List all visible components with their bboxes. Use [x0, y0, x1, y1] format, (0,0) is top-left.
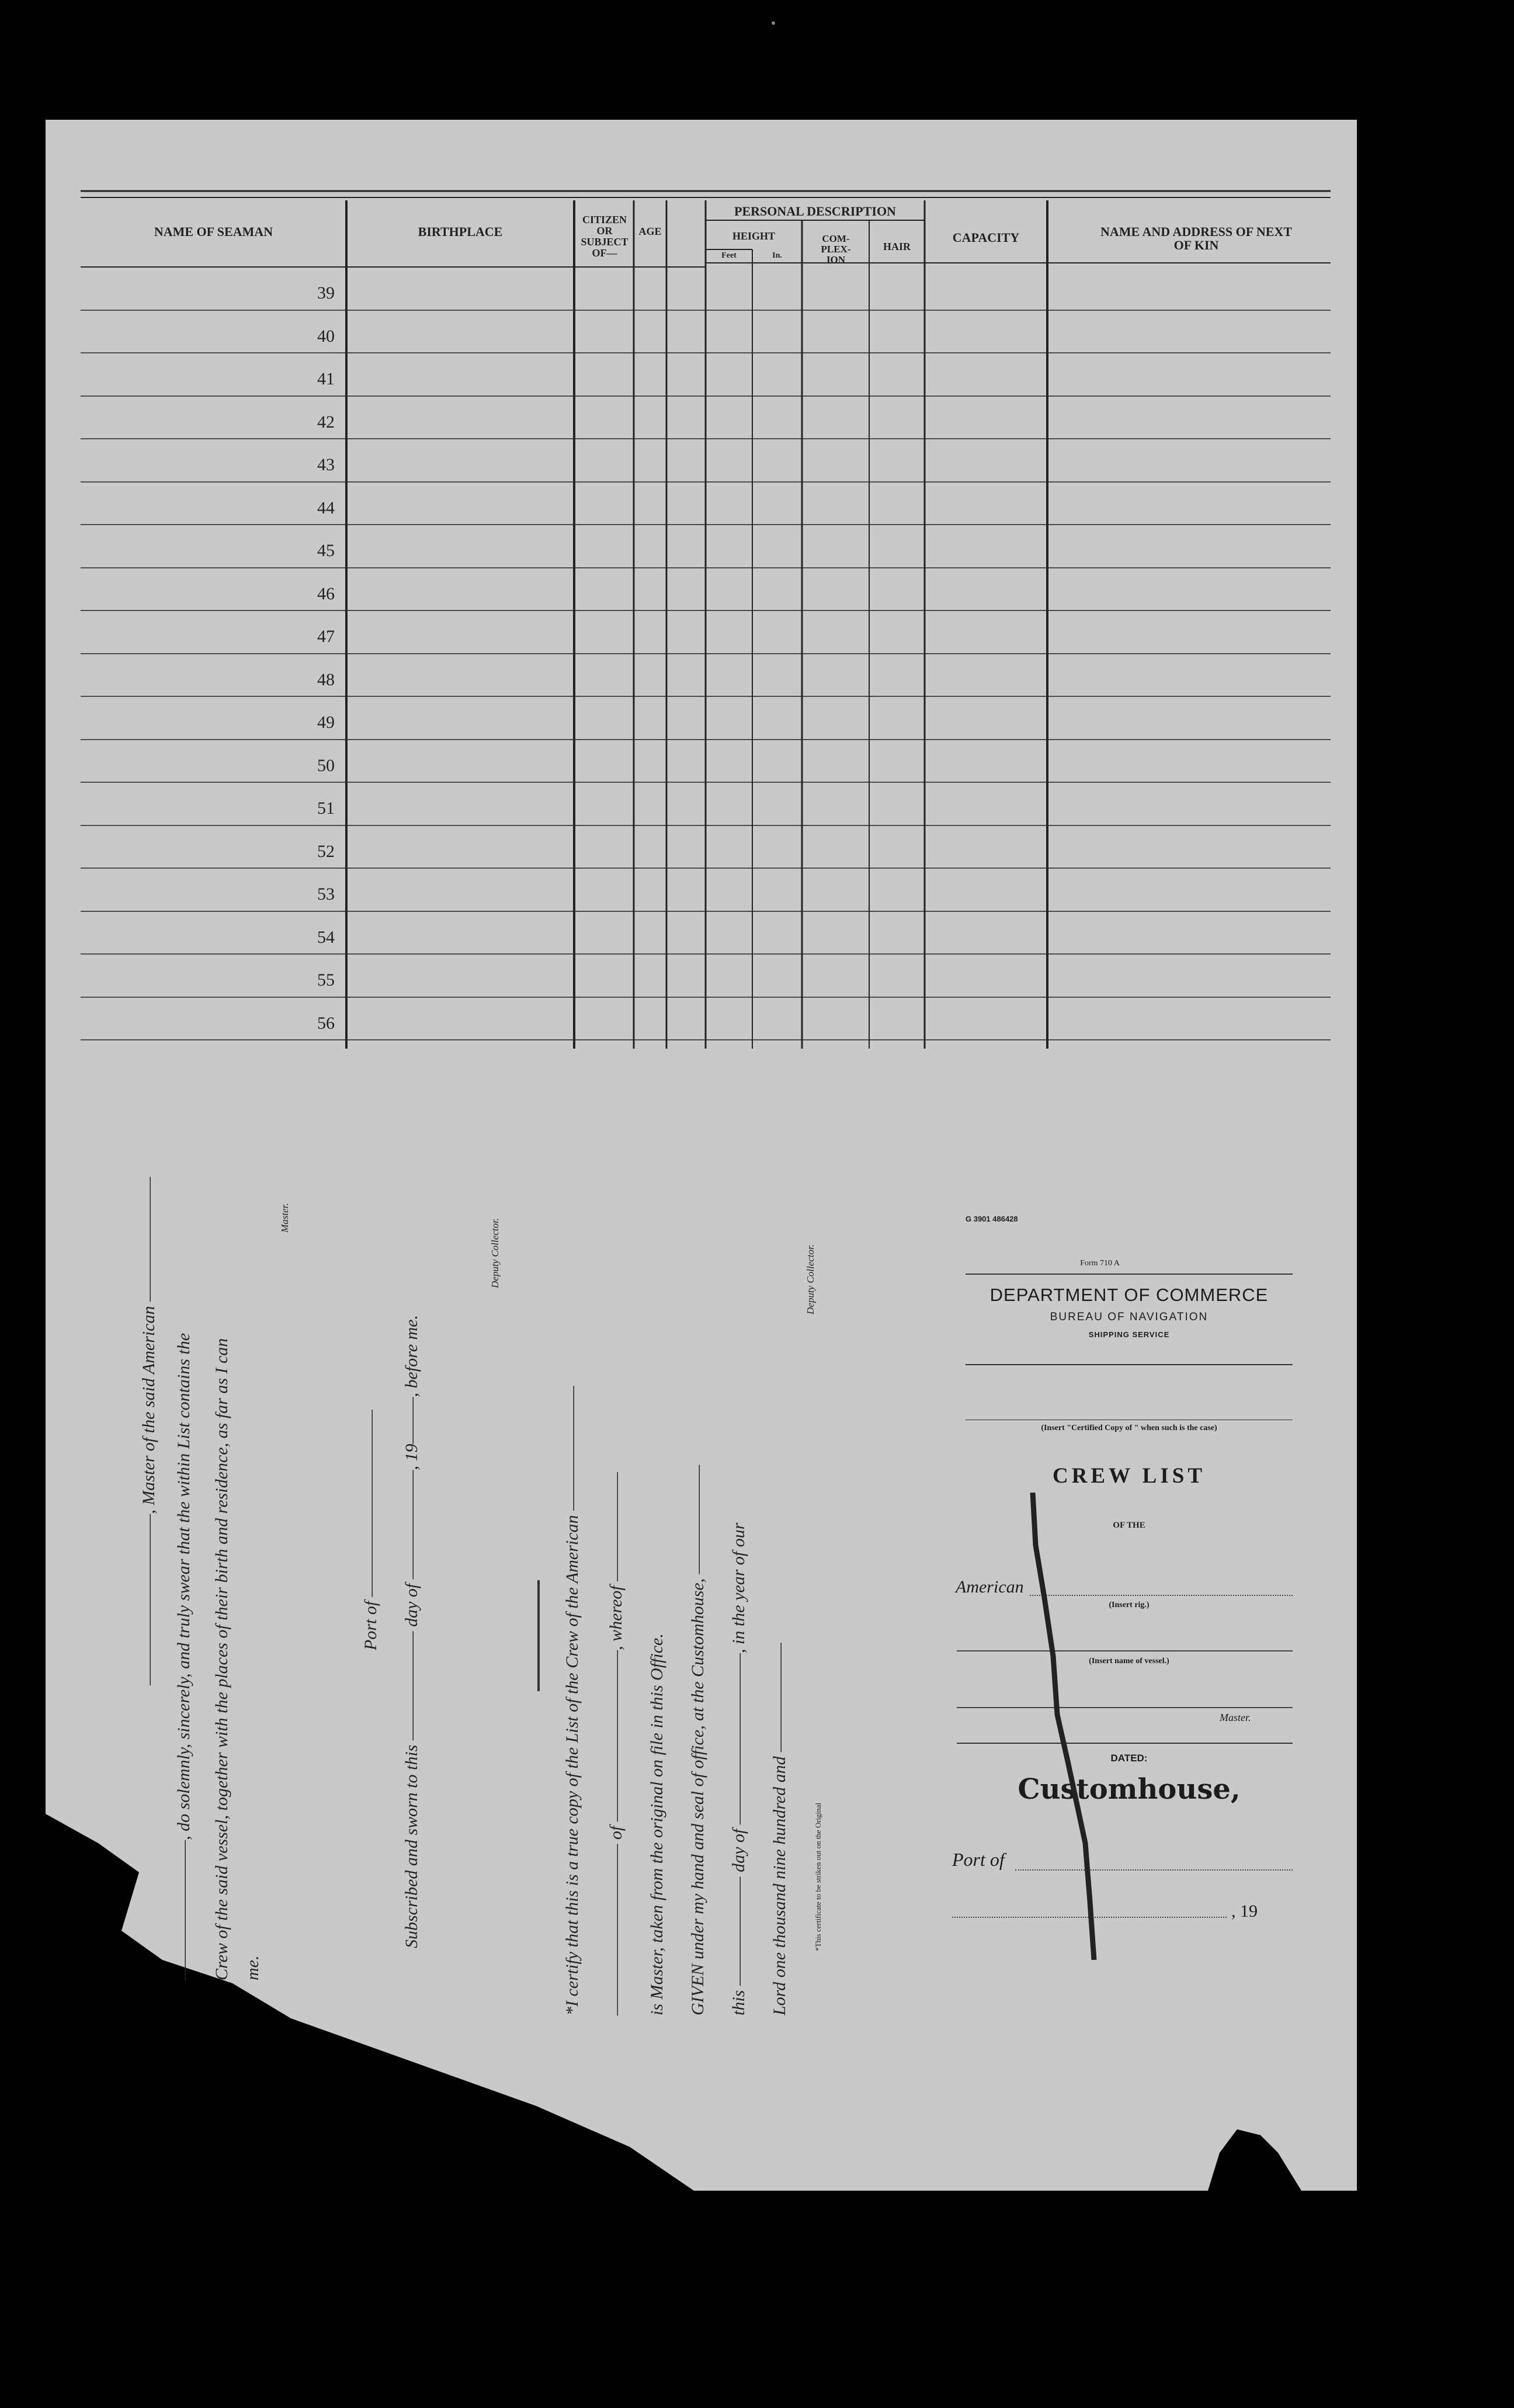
row-number: 46 [317, 584, 335, 603]
rule [957, 1743, 1293, 1744]
row-number: 39 [317, 283, 335, 303]
row-number: 41 [317, 369, 335, 388]
form-code: G 3901 486428 [966, 1215, 1018, 1223]
american-label: American [956, 1577, 1024, 1597]
certificate-line-3: is Master, taken from the original on file in this Office. [647, 1633, 666, 2015]
row-number: 52 [317, 842, 335, 861]
header-name-of-seaman: NAME OF SEAMAN [154, 224, 273, 239]
subscribed-line: Subscribed and sworn to this ——————— day of ———————, 19———, before me. [402, 1315, 421, 1948]
header-age: AGE [638, 225, 662, 237]
paper-crease [1009, 1493, 1097, 1960]
header-citizen: CITIZEN OR SUBJECT OF— [581, 214, 628, 259]
row-number: 54 [317, 928, 335, 947]
service-title: SHIPPING SERVICE [1088, 1330, 1170, 1339]
deputy-collector-label-2: Deputy Collector. [805, 1244, 816, 1314]
master-line [957, 1707, 1293, 1708]
oath-line-3: Crew of the said vessel, together with the places of their birth and residence, as far as I can [212, 1338, 231, 1980]
deputy-collector-label-1: Deputy Collector. [489, 1218, 501, 1288]
port-of-line: Port of ———————————— [361, 1410, 380, 1650]
vessel-line [957, 1650, 1293, 1651]
oath-line-4: me. [243, 1955, 262, 1980]
oath-line-2: —————————, do solemnly, sincerely, and truly swear that the within List contains the [174, 1333, 193, 1980]
certificate-line-4: GIVEN under my hand and seal of office, at the Customhouse, ——————— [688, 1465, 707, 2015]
certificate-line-1: *I certify that this is a true copy of the List of the Crew of the American ———————— [562, 1386, 582, 2015]
customhouse-label: Customhouse, [1018, 1773, 1241, 1806]
header-hair-label: HAIR [883, 241, 911, 252]
document-page [46, 120, 1357, 2191]
row-number: 50 [317, 756, 335, 775]
row-number: 47 [317, 627, 335, 646]
insert-vessel-note: (Insert name of vessel.) [1089, 1657, 1169, 1666]
row-number: 49 [317, 713, 335, 732]
header-height: HEIGHT [732, 230, 776, 242]
row-number: 45 [317, 541, 335, 560]
of-the-label: OF THE [1113, 1521, 1145, 1530]
header-personal-description: PERSONAL DESCRIPTION [734, 204, 896, 218]
oath-line-1: ———————————, Master of the said American ———————— [139, 1177, 158, 1685]
insert-note: (Insert "Certified Copy of " when such is the case) [1041, 1424, 1217, 1432]
certificate-footnote: *This certificate to be striken out on the Original [814, 1802, 822, 1951]
master-signature-label: Master. [279, 1203, 290, 1233]
top-mark: • [770, 16, 777, 30]
certificate-line-6: Lord one thousand nine hundred and ——————— [770, 1643, 789, 2015]
rule [966, 1364, 1293, 1365]
row-number: 55 [317, 970, 335, 990]
row-number: 56 [317, 1014, 335, 1033]
row-number: 44 [317, 498, 335, 518]
bureau-title: BUREAU OF NAVIGATION [1050, 1311, 1209, 1323]
port-of-label: Port of [952, 1849, 1005, 1870]
header-capacity: CAPACITY [952, 230, 1020, 245]
insert-rig-note: (Insert rig.) [1109, 1601, 1150, 1609]
row-number: 42 [317, 412, 335, 432]
row-number: 53 [317, 884, 335, 904]
header-inches: In. [772, 251, 782, 260]
certificate-line-5: this ——————— day of ———————————, in the year of our [729, 1522, 748, 2015]
certificate-line-2: ——————————— of ———————————, whereof ——————— [606, 1472, 626, 2015]
header-complexion: COM- PLEX- ION [821, 233, 851, 265]
table-grid [46, 120, 1357, 1066]
form-number: Form 710 A [1080, 1259, 1120, 1268]
header-feet: Feet [721, 251, 737, 260]
row-number: 43 [317, 455, 335, 474]
row-number: 51 [317, 799, 335, 818]
separator-bar [537, 1580, 540, 1691]
header-birthplace: BIRTHPLACE [418, 224, 503, 239]
crew-list-title: CREW LIST [1052, 1464, 1206, 1488]
year-label: , 19 [1231, 1902, 1258, 1921]
dated-label: DATED: [1110, 1753, 1148, 1764]
header-next-of-kin: NAME AND ADDRESS OF NEXT OF KIN [1100, 224, 1292, 253]
rule [966, 1274, 1293, 1275]
row-number: 48 [317, 670, 335, 689]
department-title: DEPARTMENT OF COMMERCE [989, 1285, 1269, 1305]
master-label: Master. [1220, 1712, 1251, 1723]
row-number: 40 [317, 327, 335, 346]
